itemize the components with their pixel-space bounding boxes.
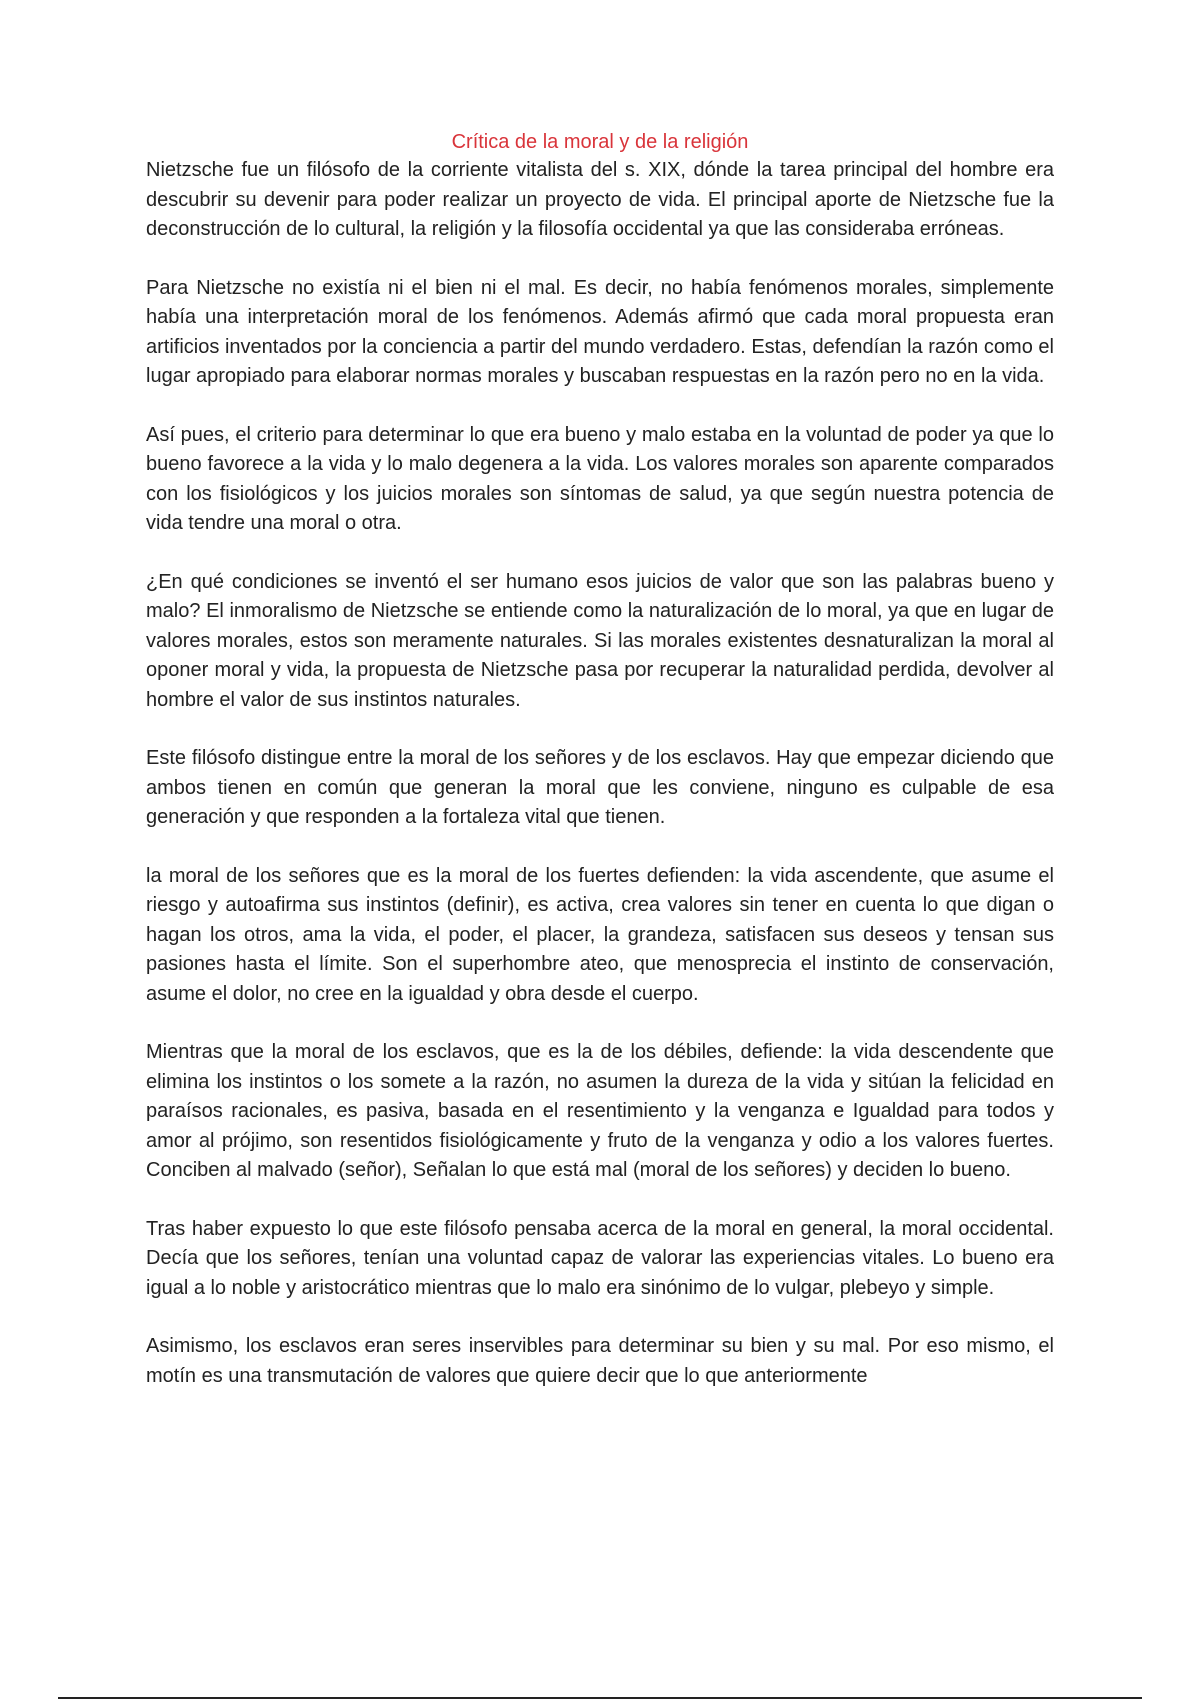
paragraph-5: Este filósofo distingue entre la moral de los señores y de los esclavos. Hay que empezar diciendo que ambos tienen en común que generan la moral que les conviene, ninguno es culpable de esa generación y que responden a la fortaleza vital que tienen.	[146, 747, 1054, 828]
paragraph-3: Así pues, el criterio para determinar lo que era bueno y malo estaba en la voluntad de poder ya que lo bueno favorece a la vida y lo malo degenera a la vida. Los valores morales son aparente comparados con los fisiológicos y los juicios morales son síntomas de salud, ya que según nuestra potencia de vida tendre una moral o otra.	[146, 423, 1054, 534]
paragraph-2: Para Nietzsche no existía ni el bien ni el mal. Es decir, no había fenómenos morales, simplemente había una interpretación moral de los fenómenos. Además afirmó que cada moral propuesta eran artificios inventados por la conciencia a partir del mundo verdadero. Estas, defendían la razón como el lugar apropiado para elaborar normas morales y buscaban respuestas en la razón pero no en la vida.	[146, 276, 1054, 387]
paragraph-4: ¿En qué condiciones se inventó el ser humano esos juicios de valor que son las palabras bueno y malo? El inmoralismo de Nietzsche se entiende como la naturalización de lo moral, ya que en lugar de valores morales, estos son meramente naturales. Si las morales existentes desnaturalizan la moral al oponer moral y vida, la propuesta de Nietzsche pasa por recuperar la naturalidad perdida, devolver al hombre el valor de sus instintos naturales.	[146, 570, 1054, 711]
paragraph-8: Tras haber expuesto lo que este filósofo pensaba acerca de la moral en general, la moral occidental. Decía que los señores, tenían una voluntad capaz de valorar las experiencias vitales. Lo bueno era igual a lo noble y aristocrático mientras que lo malo era sinónimo de lo vulgar, plebeyo y simple.	[146, 1217, 1054, 1299]
document-page	[146, 128, 1054, 1391]
paragraph-6: la moral de los señores que es la moral de los fuertes defienden: la vida ascendente, que asume el riesgo y autoafirma sus instintos (definir), es activa, crea valores sin tener en cuenta lo que digan o hagan los otros, ama la vida, el poder, el placer, la grandeza, satisfacen sus deseos y tensan sus pasiones hasta el límite. Son el superhombre ateo, que menosprecia el instinto de conservación, asume el dolor, no cree en la igualdad y obra desde el cuerpo.	[146, 864, 1054, 1005]
paragraph-7: Mientras que la moral de los esclavos, que es la de los débiles, defiende: la vida descendente que elimina los instintos o los somete a la razón, no asumen la dureza de la vida y sitúan la felicidad en paraísos racionales, es pasiva, basada en el resentimiento y la venganza e Igualdad para todos y amor al prójimo, son resentidos fisiológicamente y fruto de la venganza y odio a los valores fuertes. Conciben al malvado (señor), Señalan lo que está mal (moral de los señores) y deciden lo bueno.	[146, 1041, 1054, 1181]
paragraph-9: Asimismo, los esclavos eran seres inservibles para determinar su bien y su mal. Por eso mismo, el motín es una transmutación de valores que quiere decir que lo que anteriormente	[146, 1335, 1054, 1387]
page-bottom-divider	[58, 1697, 1142, 1699]
document-title: Crítica de la moral y de la religión	[451, 131, 749, 153]
paragraph-1: Nietzsche fue un filósofo de la corriente vitalista del s. XIX, dónde la tarea principal del hombre era descubrir su devenir para poder realizar un proyecto de vida. El principal aporte de Nietzsche fue la deconstrucción de lo cultural, la religión y la filosofía occidental ya que las consideraba erróneas.	[146, 159, 1054, 240]
